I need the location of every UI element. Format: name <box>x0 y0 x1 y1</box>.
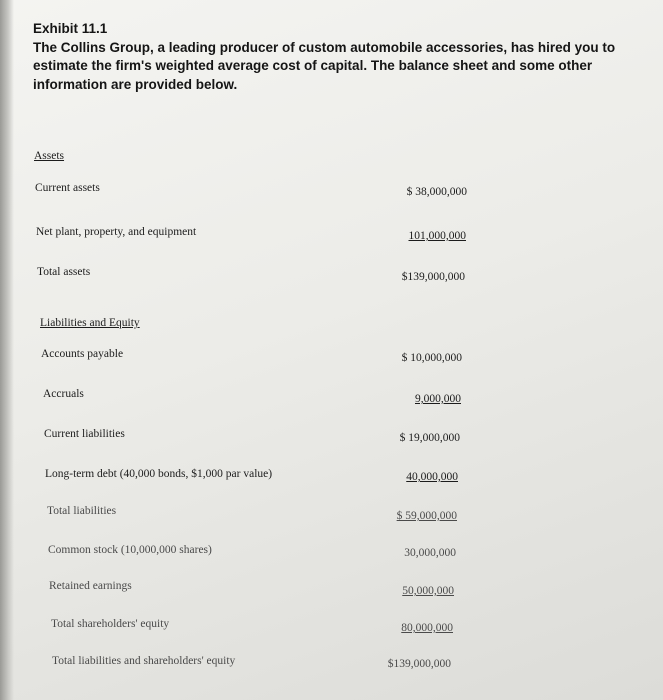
row-label-current-liabilities: Current liabilities <box>44 428 125 440</box>
row-value-common-stock: 30,000,000 <box>404 547 456 559</box>
exhibit-heading <box>33 20 663 94</box>
row-label-total-liabilities-and-equity: Total liabilities and shareholders' equity <box>52 655 236 667</box>
row-value-current-assets: $ 38,000,000 <box>406 186 467 198</box>
assets-section-label: Assets <box>34 150 65 162</box>
row-label-accruals: Accruals <box>43 388 84 400</box>
row-label-long-term-debt: Long-term debt (40,000 bonds, $1,000 par value) <box>45 468 273 480</box>
row-value-current-liabilities: $ 19,000,000 <box>399 432 460 444</box>
row-value-net-plant: 101,000,000 <box>408 230 466 242</box>
row-label-retained-earnings: Retained earnings <box>49 580 132 592</box>
row-value-total-assets: $139,000,000 <box>401 271 465 283</box>
exhibit-intro-text: The Collins Group, a leading producer of custom automobile accessories, has hired you to estimate the firm's weighted average cost of capital. The balance sheet and some other information are provided below. <box>33 39 616 92</box>
row-value-total-shareholders-equity: 80,000,000 <box>401 622 453 634</box>
row-value-accounts-payable: $ 10,000,000 <box>401 352 462 364</box>
row-label-net-plant: Net plant, property, and equipment <box>36 226 197 238</box>
row-value-retained-earnings: 50,000,000 <box>402 585 454 597</box>
row-label-total-assets: Total assets <box>37 266 91 278</box>
liabilities-section-label: Liabilities and Equity <box>40 317 140 329</box>
row-label-current-assets: Current assets <box>35 182 100 194</box>
row-value-total-liabilities-and-equity: $139,000,000 <box>387 658 451 670</box>
page-edge-shadow <box>0 0 14 700</box>
row-value-accruals: 9,000,000 <box>415 393 461 405</box>
row-label-accounts-payable: Accounts payable <box>41 348 124 360</box>
row-label-total-shareholders-equity: Total shareholders' equity <box>51 618 170 630</box>
row-label-common-stock: Common stock (10,000,000 shares) <box>48 544 212 556</box>
row-label-total-liabilities: Total liabilities <box>47 505 117 517</box>
exhibit-title: Exhibit 11.1 <box>33 21 108 36</box>
row-value-total-liabilities: $ 59,000,000 <box>396 510 457 522</box>
row-value-long-term-debt: 40,000,000 <box>406 471 458 483</box>
